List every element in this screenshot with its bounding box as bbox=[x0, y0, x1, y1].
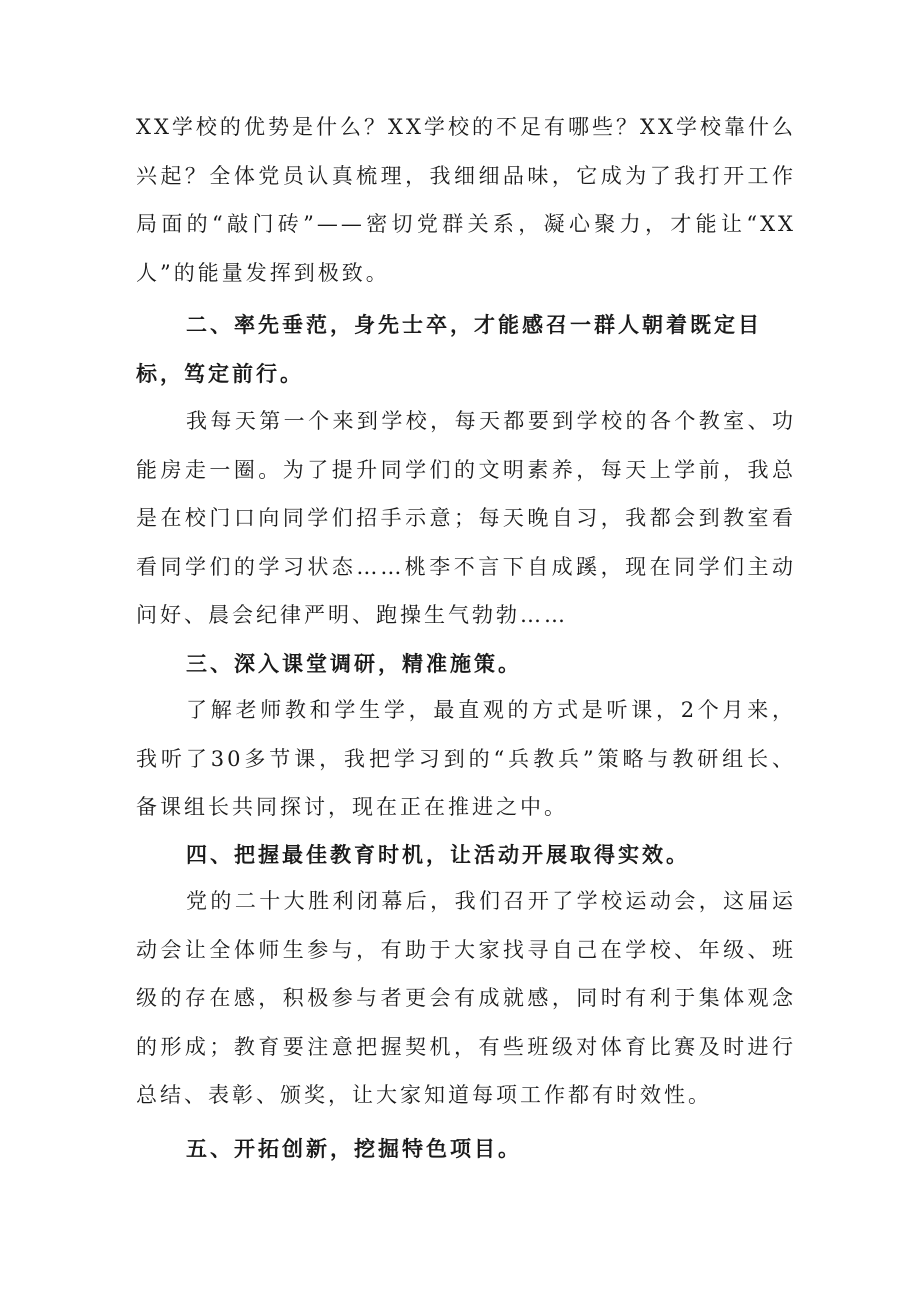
heading-3: 三、深入课堂调研，精准施策。 bbox=[186, 652, 522, 676]
paragraph-2: 我每天第一个来到学校，每天都要到学校的各个教室、功能房走一圈。为了提升同学们的文明素养，每天上学前，我总是在校门口向同学们招手示意；每天晚自习，我都会到教室看看同学们的学习状态……桃李不言下自成蹊，现在同学们主动问好、晨会纪律严明、跑操生气勃勃…… bbox=[136, 409, 796, 627]
paragraph-3: 了解老师教和学生学，最直观的方式是听课，2个月来，我听了30多节课，我把学习到的“兵教兵”策略与教研组长、备课组长共同探讨，现在正在推进之中。 bbox=[136, 698, 796, 819]
heading-4: 四、把握最佳教育时机，让活动开展取得实效。 bbox=[186, 843, 690, 867]
paragraph-4: 党的二十大胜利闭幕后，我们召开了学校运动会，这届运动会让全体师生参与，有助于大家找寻自己在学校、年级、班级的存在感，积极参与者更会有成就感，同时有利于集体观念的形成；教育要注意把握契机，有些班级对体育比赛及时进行总结、表彰、颁奖，让大家知道每项工作都有时效性。 bbox=[136, 889, 796, 1107]
paragraph-1: XX学校的优势是什么？XX学校的不足有哪些？XX学校靠什么兴起？全体党员认真梳理，我细细品味，它成为了我打开工作局面的“敲门砖”——密切党群关系，凝心聚力，才能让“XX人”的能量发挥到极致。 bbox=[136, 115, 796, 285]
heading-2: 二、率先垂范，身先士卒，才能感召一群人朝着既定目标，笃定前行。 bbox=[136, 313, 762, 386]
heading-5: 五、开拓创新，挖掘特色项目。 bbox=[186, 1137, 522, 1161]
